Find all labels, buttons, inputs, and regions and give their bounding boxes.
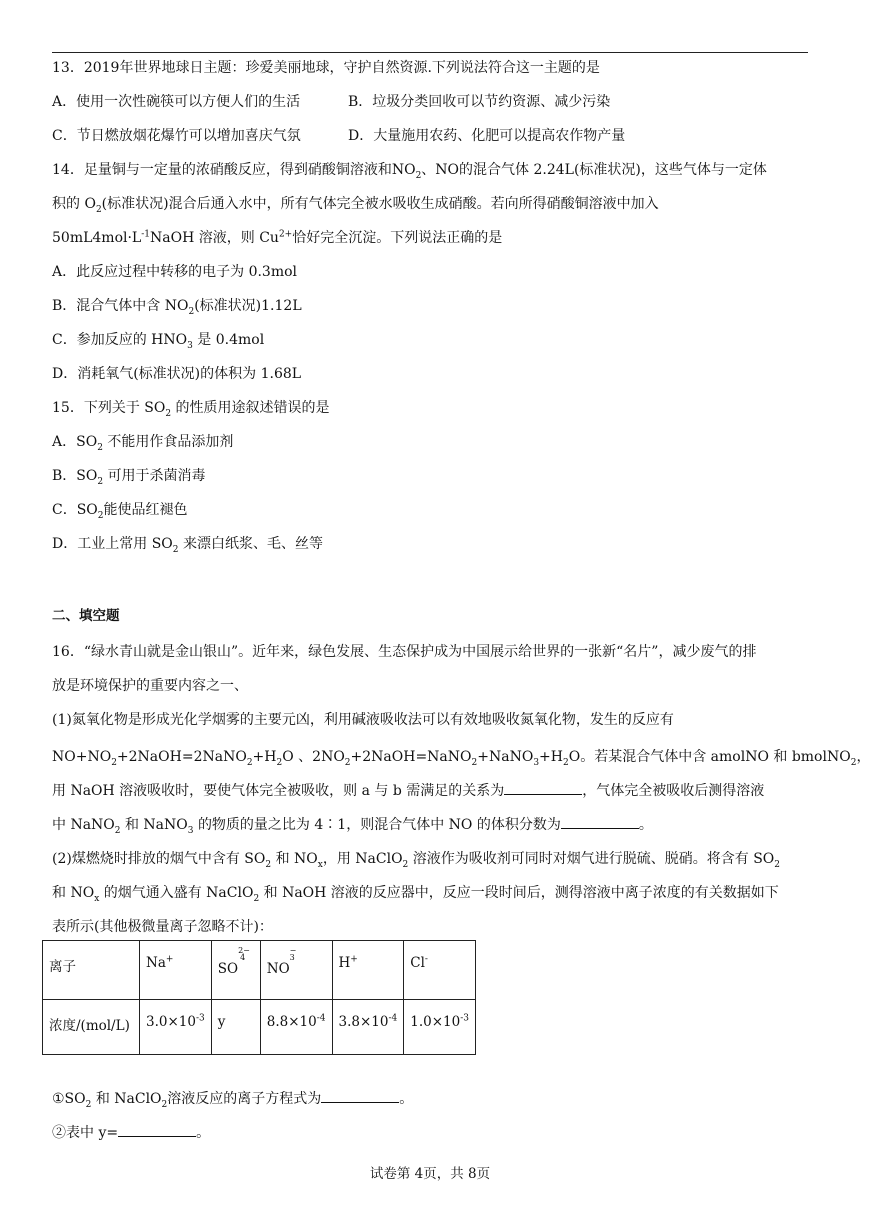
q16-stem-line1: 16．“绿水青山就是金山银山”。近年来，绿色发展、生态保护成为中国展示给世界的一张新“名片”，减少废气的排 [52, 644, 757, 660]
q14-option-b: B．混合气体中含 $NO_2$(标准状况)1.12L [52, 298, 302, 317]
table-row-header [43, 941, 476, 1000]
page-footer: 试卷第 4页，共 8页 [369, 1166, 491, 1182]
answer-blank-ab-relation[interactable] [504, 782, 582, 795]
table-cell-no3: NO − 3 [260, 941, 332, 1000]
q16-part2-line1: (2)煤燃烧时排放的烟气中含有 $SO_2$ 和 $NO_x$，用 NaClO$_2$ 溶液作为吸收剂可同时对烟气进行脱硫、脱硝。将含有 $SO_2$ [52, 851, 780, 870]
q14-option-c: C．参加反应的 $HNO_3$ 是 0.4mol [52, 332, 265, 351]
table-cell-value: y [211, 1000, 260, 1055]
q14-stem-line2: 积的 $O_2$(标准状况)混合后通入水中，所有气体完全被水吸收生成硝酸。若向所得硝酸铜溶液中加入 [52, 196, 659, 215]
q16-part2-line2: 和 $NO_x$ 的烟气通入盛有 NaClO$_2$ 和 NaOH 溶液的反应器中，反应一段时间后，测得溶液中离子浓度的有关数据如下 [52, 885, 779, 904]
table-cell-value: $1.0\times 10^{-3}$ [404, 1000, 476, 1055]
table-cell-value: $8.8\times 10^{-4}$ [260, 1000, 332, 1055]
q16-sub-question-1: $①SO_2$ 和 NaClO$_2$溶液反应的离子方程式为 。 [52, 1091, 414, 1110]
q16-part1-question-line: 用 NaOH 溶液吸收时，要使气体完全被吸收，则 a 与 b 需满足的关系为 ，气体完全被吸收后测得溶液 [52, 783, 765, 799]
q13-options-row1 [52, 92, 812, 112]
table-cell-h: H+ [332, 941, 404, 1000]
answer-blank-ionic-equation[interactable] [321, 1090, 399, 1103]
q16-part2-line3: 表所示(其他极微量离子忽略不计)： [52, 919, 273, 935]
q15-option-d: D．工业上常用 $SO_2$ 来漂白纸浆、毛、丝等 [52, 536, 323, 555]
q15-option-a: A．$SO_2$ 不能用作食品添加剂 [52, 434, 234, 453]
table-cell-conc-label: 浓度/(mol/L) [43, 1000, 140, 1055]
table-cell-value: $3.0\times 10^{-3}$ [140, 1000, 212, 1055]
q15-option-b: B．$SO_2$ 可用于杀菌消毒 [52, 468, 206, 487]
ion-concentration-table [42, 940, 476, 1055]
section-heading-fill-in: 二、填空题 [52, 608, 120, 624]
q15-option-c: C．$SO_2$能使品红褪色 [52, 502, 188, 521]
q16-part1-intro: (1)氮氧化物是形成光化学烟雾的主要元凶，利用碱液吸收法可以有效地吸收氮氧化物，发生的反应有 [52, 712, 674, 728]
table-cell-cl: Cl- [404, 941, 476, 1000]
table-cell-ion-label: 离子 [43, 941, 140, 1000]
table-cell-na: Na+ [140, 941, 212, 1000]
table-row-concentration [43, 1000, 476, 1055]
table-cell-so4: SO 2− 4 [211, 941, 260, 1000]
table-cell-value: $3.8\times 10^{-4}$ [332, 1000, 404, 1055]
q13-option-b: B．垃圾分类回收可以节约资源、减少污染 [348, 94, 611, 110]
header-rule [52, 52, 808, 53]
q13-option-c: C．节日燃放烟花爆竹可以增加喜庆气氛 [52, 128, 301, 144]
q13-options-row2 [52, 126, 812, 146]
q14-stem-line1: 14．足量铜与一定量的浓硝酸反应，得到硝酸铜溶液和$NO_2$、NO的混合气体 2.24L(标准状况)，这些气体与一定体 [52, 162, 767, 181]
q14-option-d: D．消耗氧气(标准状况)的体积为 1.68L [52, 366, 302, 382]
q13-stem: 13．2019年世界地球日主题：珍爱美丽地球，守护自然资源.下列说法符合这一主题的是 [52, 60, 600, 76]
q16-part1-question-line2: 中 NaNO$_2$ 和 NaNO$_3$ 的物质的量之比为 4∶1，则混合气体中 NO 的体积分数为 。 [52, 817, 653, 836]
q15-stem: 15．下列关于 $SO_2$ 的性质用途叙述错误的是 [52, 400, 330, 419]
q16-sub-question-2: ②表中 y= 。 [52, 1125, 211, 1141]
q14-option-a: A．此反应过程中转移的电子为 0.3mol [52, 264, 298, 280]
q16-stem-line2: 放是环境保护的重要内容之一、 [52, 678, 248, 694]
answer-blank-y-value[interactable] [118, 1124, 196, 1137]
q13-option-d: D．大量施用农药、化肥可以提高农作物产量 [348, 128, 626, 144]
answer-blank-no-fraction[interactable] [561, 816, 639, 829]
q13-option-a: A．使用一次性碗筷可以方便人们的生活 [52, 94, 301, 110]
q14-stem-line3: $50mL4mol\cdot L^{-1}NaOH$ 溶液，则 $Cu^{2+}$恰好完全沉淀。下列说法正确的是 [52, 229, 503, 246]
q16-reaction-equations: $NO+NO_2+2NaOH=2NaNO_2+H_2O$ 、$2NO_2+2NaOH=NaNO_2+NaNO_3+H_2O$。若某混合气体中含 amolNO 和 bmolNO$_2$， [52, 749, 870, 768]
exam-page-body [49, 58, 870, 1143]
